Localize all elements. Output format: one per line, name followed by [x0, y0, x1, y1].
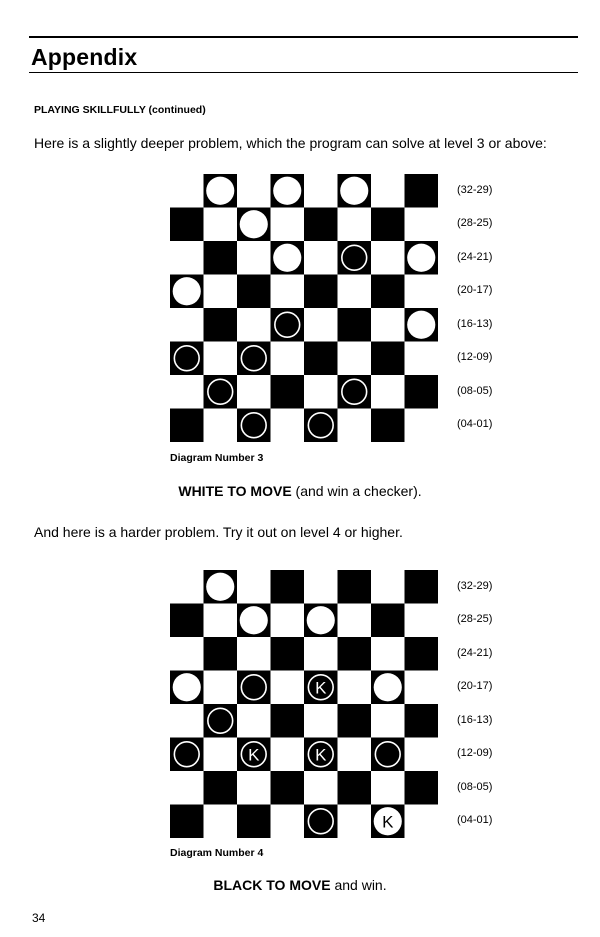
- top-rule: [29, 36, 578, 38]
- diagram-3-instruction-side: WHITE TO MOVE: [178, 483, 292, 499]
- row-label: (08-05): [457, 780, 493, 793]
- diagram-4-instruction-side: BLACK TO MOVE: [213, 877, 331, 893]
- dark-square: [204, 308, 238, 342]
- white-checker: [206, 177, 234, 205]
- black-checker: [174, 346, 199, 371]
- light-square: [304, 308, 338, 342]
- checkerboard-svg: [170, 174, 438, 442]
- dark-square: [338, 637, 372, 671]
- dark-square: [271, 704, 305, 738]
- light-square: [405, 409, 439, 443]
- row-label: (32-29): [457, 183, 493, 196]
- dark-square: [338, 570, 372, 604]
- diagram-3-instruction: [0, 483, 600, 499]
- light-square: [405, 275, 439, 309]
- dark-square: [271, 771, 305, 805]
- dark-square: [405, 174, 439, 208]
- white-checker: [407, 311, 435, 339]
- diagram-3-caption: Diagram Number 3: [170, 452, 264, 464]
- light-square: [204, 208, 238, 242]
- light-square: [371, 241, 405, 275]
- black-checker: [241, 675, 266, 700]
- dark-square: [304, 275, 338, 309]
- black-checker: [241, 413, 266, 438]
- light-square: [170, 704, 204, 738]
- row-label: (04-01): [457, 814, 493, 827]
- light-square: [237, 637, 271, 671]
- light-square: [271, 604, 305, 638]
- diagram-4-instruction-rest: and win.: [330, 877, 387, 893]
- light-square: [371, 375, 405, 409]
- light-square: [371, 570, 405, 604]
- title-underline: [29, 72, 578, 73]
- dark-square: [371, 208, 405, 242]
- black-checker: [174, 742, 199, 767]
- light-square: [304, 375, 338, 409]
- dark-square: [271, 637, 305, 671]
- light-square: [170, 637, 204, 671]
- dark-square: [371, 604, 405, 638]
- king-black-checker: [308, 742, 333, 767]
- dark-square: [237, 275, 271, 309]
- light-square: [204, 805, 238, 839]
- dark-square: [338, 704, 372, 738]
- light-square: [405, 671, 439, 705]
- white-checker: [173, 277, 201, 305]
- dark-square: [271, 375, 305, 409]
- light-square: [204, 342, 238, 376]
- diagram-4-instruction: [0, 877, 600, 893]
- light-square: [371, 174, 405, 208]
- white-checker: [407, 244, 435, 272]
- light-square: [237, 570, 271, 604]
- light-square: [338, 342, 372, 376]
- dark-square: [304, 342, 338, 376]
- dark-square: [371, 409, 405, 443]
- dark-square: [405, 637, 439, 671]
- black-checker: [342, 379, 367, 404]
- light-square: [204, 409, 238, 443]
- black-checker: [208, 708, 233, 733]
- row-label: (12-09): [457, 747, 493, 760]
- white-checker: [240, 606, 268, 634]
- row-label: (32-29): [457, 579, 493, 592]
- black-checker: [241, 346, 266, 371]
- row-label: (28-25): [457, 217, 493, 230]
- dark-square: [237, 805, 271, 839]
- checkerboard-svg: [170, 570, 438, 838]
- row-label: (20-17): [457, 284, 493, 297]
- white-checker: [173, 673, 201, 701]
- light-square: [304, 241, 338, 275]
- white-checker: [206, 573, 234, 601]
- light-square: [338, 671, 372, 705]
- dark-square: [271, 570, 305, 604]
- king-mark: K: [315, 745, 327, 765]
- light-square: [271, 805, 305, 839]
- diagram-4-caption: Diagram Number 4: [170, 847, 264, 859]
- dark-square: [204, 637, 238, 671]
- dark-square: [304, 208, 338, 242]
- light-square: [338, 738, 372, 772]
- light-square: [338, 208, 372, 242]
- light-square: [405, 805, 439, 839]
- light-square: [170, 241, 204, 275]
- light-square: [170, 308, 204, 342]
- row-label: (20-17): [457, 680, 493, 693]
- row-labels-diagram-3: [457, 174, 537, 442]
- light-square: [271, 671, 305, 705]
- black-checker: [275, 312, 300, 337]
- light-square: [237, 704, 271, 738]
- checkerboard-diagram-4: [170, 570, 438, 838]
- white-checker: [240, 210, 268, 238]
- row-label: (04-01): [457, 418, 493, 431]
- dark-square: [338, 308, 372, 342]
- dark-square: [204, 241, 238, 275]
- light-square: [338, 275, 372, 309]
- light-square: [204, 604, 238, 638]
- light-square: [304, 771, 338, 805]
- row-label: (24-21): [457, 250, 493, 263]
- intro-paragraph-1: Here is a slightly deeper problem, which the program can solve at level 3 or above:: [34, 135, 547, 151]
- king-white-checker: [374, 807, 402, 835]
- row-label: (16-13): [457, 713, 493, 726]
- light-square: [338, 805, 372, 839]
- king-black-checker: [241, 742, 266, 767]
- light-square: [371, 704, 405, 738]
- dark-square: [170, 604, 204, 638]
- black-checker: [208, 379, 233, 404]
- light-square: [204, 738, 238, 772]
- page-title: Appendix: [31, 44, 138, 70]
- row-label: (08-05): [457, 384, 493, 397]
- row-label: (12-09): [457, 351, 493, 364]
- light-square: [405, 738, 439, 772]
- row-labels-diagram-4: [457, 570, 537, 838]
- dark-square: [170, 208, 204, 242]
- dark-square: [204, 771, 238, 805]
- light-square: [271, 342, 305, 376]
- black-checker: [342, 245, 367, 270]
- king-mark: K: [382, 812, 394, 832]
- row-label: (16-13): [457, 317, 493, 330]
- light-square: [405, 604, 439, 638]
- light-square: [237, 771, 271, 805]
- dark-square: [170, 805, 204, 839]
- intro-paragraph-2: And here is a harder problem. Try it out on level 4 or higher.: [34, 524, 403, 540]
- light-square: [170, 570, 204, 604]
- king-black-checker: [308, 675, 333, 700]
- light-square: [338, 409, 372, 443]
- white-checker: [340, 177, 368, 205]
- dark-square: [405, 570, 439, 604]
- dark-square: [405, 375, 439, 409]
- light-square: [304, 704, 338, 738]
- light-square: [371, 637, 405, 671]
- white-checker: [307, 606, 335, 634]
- dark-square: [371, 275, 405, 309]
- white-checker: [273, 177, 301, 205]
- light-square: [405, 342, 439, 376]
- light-square: [170, 771, 204, 805]
- light-square: [405, 208, 439, 242]
- king-mark: K: [315, 678, 327, 698]
- light-square: [204, 275, 238, 309]
- light-square: [237, 174, 271, 208]
- light-square: [371, 771, 405, 805]
- black-checker: [308, 809, 333, 834]
- black-checker: [375, 742, 400, 767]
- light-square: [170, 174, 204, 208]
- king-mark: K: [248, 745, 260, 765]
- black-checker: [308, 413, 333, 438]
- dark-square: [405, 771, 439, 805]
- light-square: [271, 208, 305, 242]
- diagram-3-instruction-rest: (and win a checker).: [291, 483, 422, 499]
- dark-square: [338, 771, 372, 805]
- dark-square: [170, 409, 204, 443]
- light-square: [204, 671, 238, 705]
- section-heading: PLAYING SKILLFULLY (continued): [34, 104, 206, 116]
- light-square: [338, 604, 372, 638]
- light-square: [304, 570, 338, 604]
- dark-square: [405, 704, 439, 738]
- dark-square: [371, 342, 405, 376]
- row-label: (24-21): [457, 646, 493, 659]
- white-checker: [374, 673, 402, 701]
- light-square: [304, 637, 338, 671]
- light-square: [237, 308, 271, 342]
- page-number: 34: [32, 911, 46, 925]
- light-square: [304, 174, 338, 208]
- white-checker: [273, 244, 301, 272]
- light-square: [237, 241, 271, 275]
- light-square: [271, 275, 305, 309]
- row-label: (28-25): [457, 613, 493, 626]
- light-square: [271, 409, 305, 443]
- light-square: [371, 308, 405, 342]
- light-square: [271, 738, 305, 772]
- checkerboard-diagram-3: [170, 174, 438, 442]
- light-square: [237, 375, 271, 409]
- light-square: [170, 375, 204, 409]
